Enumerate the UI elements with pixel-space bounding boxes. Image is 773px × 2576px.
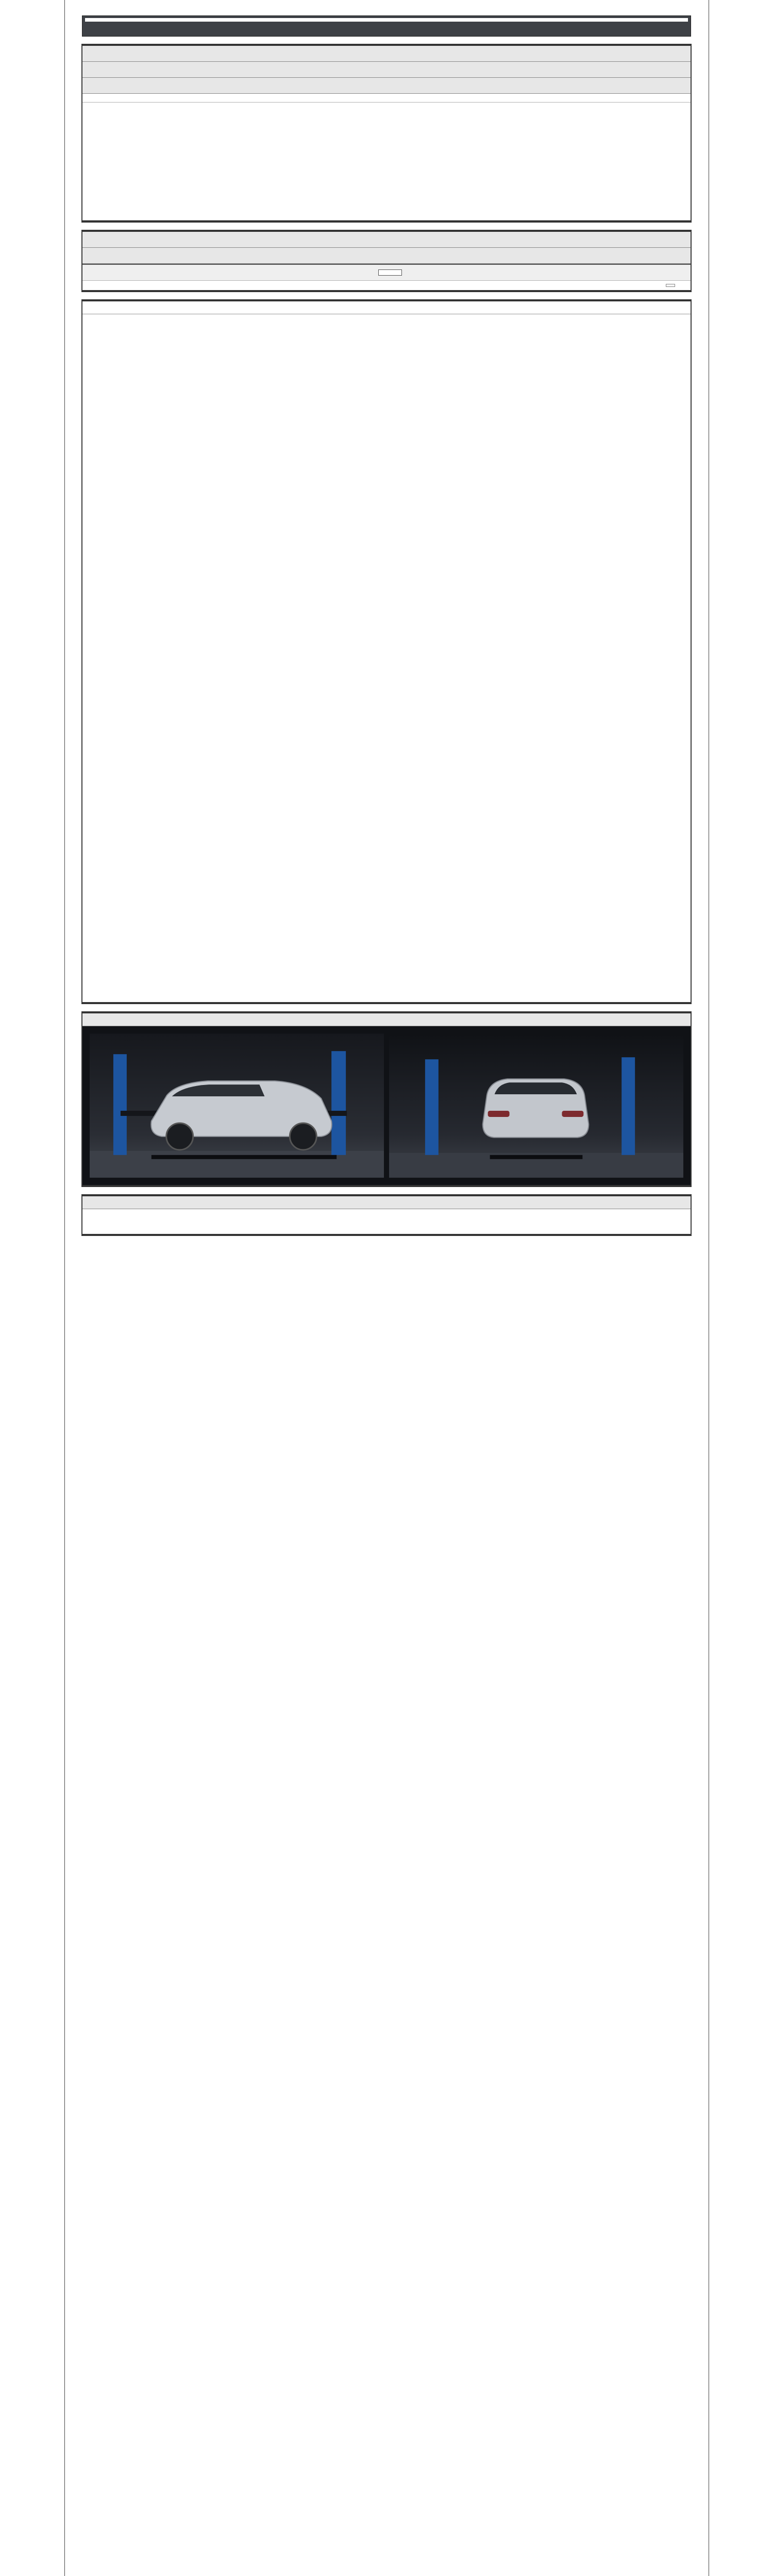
notice-body	[82, 314, 691, 333]
other-header	[82, 248, 691, 264]
signature-header	[82, 1196, 691, 1209]
car-diagrams	[82, 103, 691, 221]
detail-box	[81, 230, 692, 292]
final-price-value	[378, 269, 402, 276]
overall-header	[82, 62, 691, 78]
photo-header	[82, 1013, 691, 1026]
header-strip	[85, 18, 688, 22]
signature-box	[81, 1194, 692, 1236]
detail-header	[82, 232, 691, 248]
document-header	[82, 15, 691, 37]
photo-box	[81, 1011, 692, 1187]
basis-label	[666, 284, 675, 287]
notice-title	[82, 301, 691, 314]
basic-info-box	[81, 44, 692, 223]
final-price-row	[82, 264, 691, 280]
inspection-photo-front	[90, 1033, 384, 1178]
signature-body	[82, 1209, 691, 1234]
basic-info-header	[82, 46, 691, 62]
notice-box	[81, 299, 692, 1004]
status-code-legend	[82, 94, 691, 103]
inspection-photo-rear	[389, 1033, 683, 1178]
inspection-photos	[82, 1026, 691, 1185]
accident-header	[82, 78, 691, 94]
price-basis-row	[82, 280, 691, 290]
